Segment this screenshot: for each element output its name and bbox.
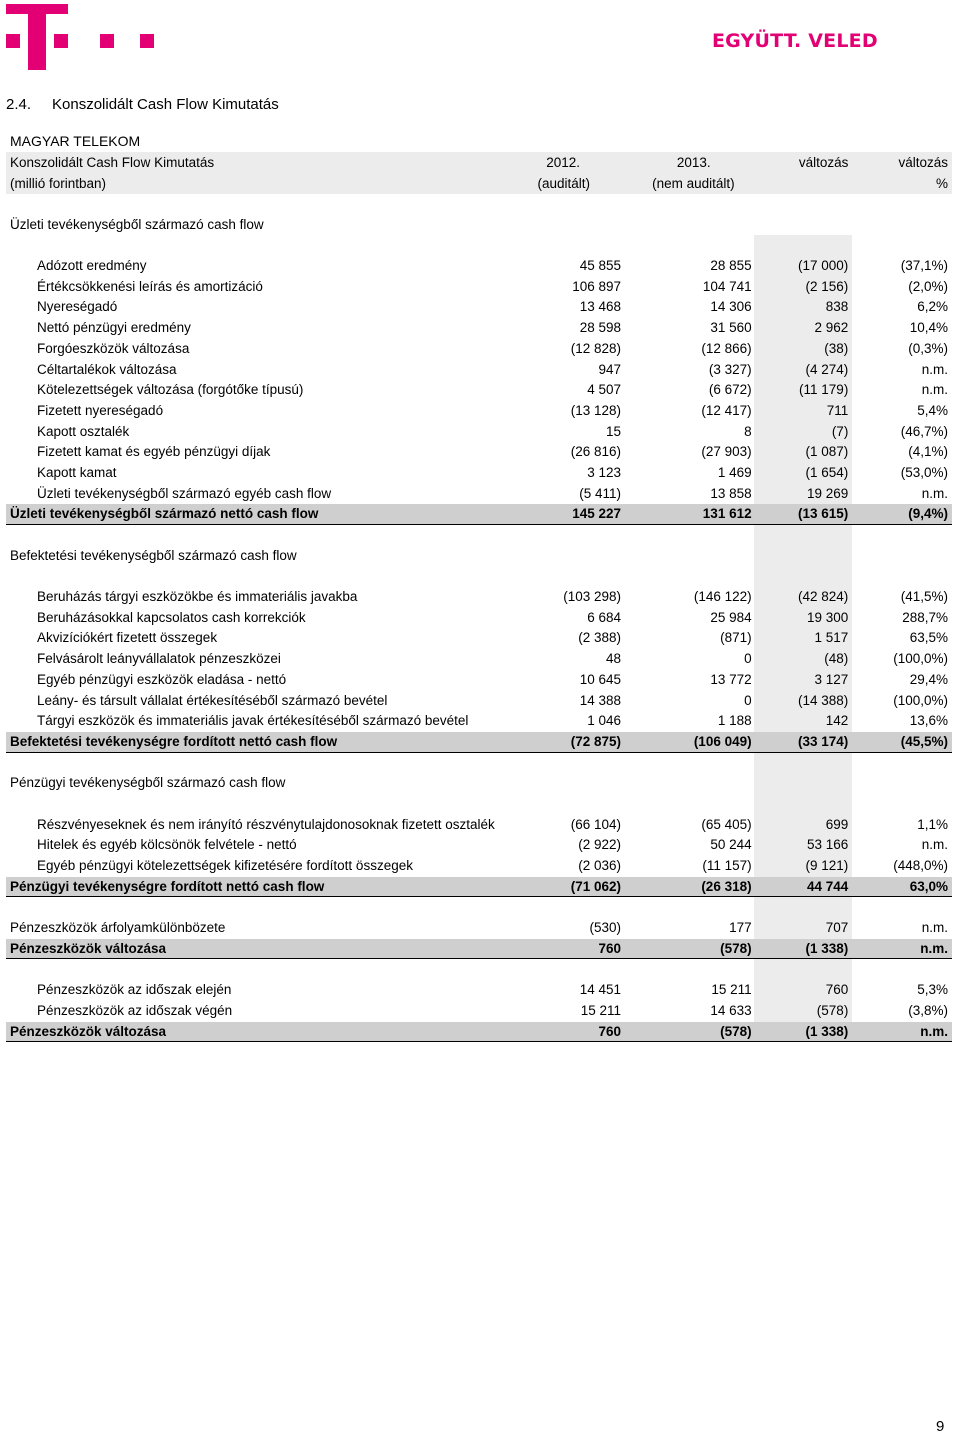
row-change-pct: 10,4% [909, 320, 948, 336]
total-value-2012: 760 [598, 1023, 622, 1039]
row-label: Egyéb pénzügyi kötelezettségek kifizetésére fordított összegek [37, 858, 413, 873]
table-row [6, 1001, 952, 1022]
fx-change: 707 [754, 918, 853, 939]
row-value-2012: (26 816) [570, 444, 622, 460]
row-change-pct: (3,8%) [908, 1002, 948, 1018]
row-label: Beruházásokkal kapcsolatos cash korrekciók [37, 609, 306, 625]
row-change: 19 269 [754, 484, 853, 505]
total-change: (33 174) [754, 732, 853, 752]
row-change: 699 [754, 815, 853, 836]
row-value-2012: 106 897 [572, 278, 622, 294]
total-change-pct: n.m. [920, 1023, 948, 1039]
row-change: 760 [754, 980, 853, 1001]
total-change: (1 338) [754, 1022, 853, 1042]
table-row [6, 711, 952, 732]
row-value-2012: 14 451 [579, 982, 622, 998]
row-label: Beruházás tárgyi eszközökbe és immateriális javakba [37, 589, 358, 605]
row-label: Fizetett kamat és egyéb pénzügyi díjak [37, 444, 271, 460]
balance-rows [6, 980, 952, 1021]
table-row [6, 670, 952, 691]
total-label: Pénzeszközök változása [10, 940, 167, 956]
row-change-pct: 5,4% [917, 402, 948, 418]
row-label: Üzleti tevékenységből származó egyéb cash flow [37, 485, 332, 501]
total-change-pct: (9,4%) [908, 506, 948, 522]
row-change: 3 127 [754, 670, 853, 691]
table-row [6, 297, 952, 318]
row-label: Tárgyi eszközök és immateriális javak értékesítéséből származó bevétel [37, 713, 469, 729]
slogan: EGYÜTT. VELED [712, 30, 878, 52]
header-blank [754, 173, 853, 194]
row-value-2012: 45 855 [579, 258, 622, 274]
row-label: Akvizíciókért fizetett összegek [37, 630, 218, 646]
total-value-2013: 131 612 [702, 506, 752, 522]
total-value-2012: (72 875) [570, 733, 622, 749]
header-row-1 [6, 152, 952, 173]
cash-change-row [6, 939, 952, 960]
balance-total-row [6, 1022, 952, 1043]
row-value-2013: (12 417) [701, 402, 752, 418]
financing-heading [6, 773, 952, 794]
row-value-2013: (3 327) [708, 361, 752, 377]
row-change: (4 274) [754, 360, 853, 381]
row-value-2013: (27 903) [701, 444, 752, 460]
row-value-2012: (2 388) [578, 630, 622, 646]
total-change: (13 615) [754, 504, 853, 524]
table-header [6, 152, 952, 194]
row-value-2012: 14 388 [579, 692, 622, 708]
row-change: 711 [754, 401, 853, 422]
row-value-2012: 28 598 [579, 320, 622, 336]
row-change-pct: n.m. [921, 382, 948, 398]
table-row [6, 691, 952, 712]
total-change-pct: n.m. [920, 940, 948, 956]
row-value-2012: (13 128) [570, 402, 622, 418]
table-row [6, 980, 952, 1001]
cash-flow-report [6, 130, 952, 1042]
total-change-pct: (45,5%) [900, 733, 948, 749]
fx-value-2012: (530) [589, 920, 622, 936]
row-value-2012: (103 298) [563, 589, 622, 605]
row-change: (2 156) [754, 277, 853, 298]
row-change-pct: (4,1%) [908, 444, 948, 460]
section-heading: Üzleti tevékenységből származó cash flow [10, 216, 264, 232]
row-value-2013: 14 306 [710, 299, 752, 315]
row-value-2013: 8 [744, 423, 752, 439]
row-change-pct: (100,0%) [893, 651, 948, 667]
row-value-2013: (12 866) [701, 340, 752, 356]
table-row [6, 339, 952, 360]
row-label: Kapott osztalék [37, 423, 130, 439]
row-label: Részvényeseknek és nem irányító részvénytulajdonosoknak fizetett osztalék [37, 816, 495, 832]
total-value-2013: (578) [720, 940, 752, 956]
row-value-2013: 25 984 [710, 609, 752, 625]
row-label: Egyéb pénzügyi eszközök eladása - nettó [37, 671, 287, 687]
table-row [6, 835, 952, 856]
row-change: (14 388) [754, 691, 853, 712]
row-change-pct: n.m. [921, 485, 948, 501]
row-change: 1 517 [754, 628, 853, 649]
row-value-2012: 1 046 [587, 713, 622, 729]
header-col-2012: 2012. [546, 155, 580, 170]
total-value-2012: 760 [598, 940, 622, 956]
row-value-2013: 14 633 [710, 1002, 752, 1018]
header-unaudited: (nem auditált) [652, 176, 735, 191]
fx-row [6, 918, 952, 939]
row-value-2012: (2 036) [578, 858, 622, 873]
row-label: Forgóeszközök változása [37, 340, 190, 356]
table-row [6, 401, 952, 422]
table-row [6, 360, 952, 381]
total-value-2013: (26 318) [701, 878, 752, 894]
row-change: (38) [754, 339, 853, 360]
row-value-2012: 6 684 [587, 609, 622, 625]
total-change-pct: 63,0% [909, 878, 948, 894]
table-row [6, 277, 952, 298]
row-change-pct: 13,6% [909, 713, 948, 729]
row-label: Céltartalékok változása [37, 361, 177, 377]
row-change: 142 [754, 711, 853, 732]
table-row [6, 484, 952, 505]
row-value-2013: 28 855 [710, 258, 752, 274]
row-change-pct: (41,5%) [900, 589, 948, 605]
total-label: Befektetési tevékenységre fordított nettó cash flow [10, 733, 338, 749]
financing-rows [6, 815, 952, 877]
table-row [6, 422, 952, 443]
table-row [6, 628, 952, 649]
row-value-2013: 13 858 [710, 485, 752, 501]
row-value-2013: 1 469 [717, 464, 752, 480]
table-row [6, 318, 952, 339]
total-change: 44 744 [754, 877, 853, 897]
fx-value-2013: 177 [729, 920, 752, 936]
company-name: MAGYAR TELEKOM [10, 133, 141, 149]
row-change-pct: (448,0%) [893, 858, 948, 873]
row-value-2013: (871) [720, 630, 752, 646]
row-change-pct: 288,7% [902, 609, 948, 625]
row-label: Felvásárolt leányvállalatok pénzeszközei [37, 651, 281, 667]
row-change: 838 [754, 297, 853, 318]
header-label: Konszolidált Cash Flow Kimutatás [10, 155, 215, 170]
section-number: 2.4. [6, 96, 32, 113]
row-change-pct: 6,2% [917, 299, 948, 315]
row-change-pct: n.m. [921, 361, 948, 377]
header-audited: (auditált) [537, 176, 591, 191]
investing-heading [6, 546, 952, 567]
table-row [6, 256, 952, 277]
row-label: Kapott kamat [37, 464, 117, 480]
section-title-text: Konszolidált Cash Flow Kimutatás [52, 96, 279, 113]
row-value-2012: (5 411) [579, 485, 622, 501]
row-value-2013: 0 [744, 692, 752, 708]
header-row-2 [6, 173, 952, 194]
row-label: Nettó pénzügyi eredmény [37, 320, 191, 336]
row-change: (17 000) [754, 256, 853, 277]
table-row [6, 380, 952, 401]
fx-change-pct: n.m. [921, 920, 948, 936]
row-value-2013: 31 560 [710, 320, 752, 336]
financing-total-row [6, 877, 952, 898]
row-value-2012: 10 645 [579, 671, 622, 687]
row-change: (48) [754, 649, 853, 670]
total-value-2012: 145 227 [572, 506, 622, 522]
row-value-2013: (6 672) [708, 382, 752, 398]
row-change: 2 962 [754, 318, 853, 339]
row-change-pct: (100,0%) [893, 692, 948, 708]
row-label: Leány- és társult vállalat értékesítéséből származó bevétel [37, 692, 388, 708]
row-value-2012: (66 104) [570, 816, 622, 832]
table-row [6, 442, 952, 463]
section-title [6, 96, 279, 113]
row-value-2013: 104 741 [702, 278, 752, 294]
row-label: Pénzeszközök az időszak végén [37, 1002, 233, 1018]
row-value-2013: (65 405) [701, 816, 752, 832]
header-unit: (millió forintban) [10, 176, 107, 191]
page-number: 9 [936, 1418, 945, 1435]
header-col-change-pct: változás [898, 155, 949, 170]
investing-total-row [6, 732, 952, 753]
row-change: (9 121) [754, 856, 853, 877]
row-value-2012: (12 828) [570, 340, 622, 356]
row-change-pct: (37,1%) [900, 258, 948, 274]
row-change: (1 654) [754, 463, 853, 484]
row-label: Fizetett nyereségadó [37, 402, 164, 418]
row-value-2013: (11 157) [702, 858, 752, 873]
row-change: (42 824) [754, 587, 853, 608]
table-row [6, 463, 952, 484]
row-value-2013: 1 188 [717, 713, 752, 729]
header-col-change: változás [798, 155, 849, 170]
row-change-pct: (2,0%) [908, 278, 948, 294]
row-label: Hitelek és egyéb kölcsönök felvétele - nettó [37, 837, 297, 853]
row-change-pct: n.m. [921, 837, 948, 853]
row-value-2012: 947 [598, 361, 622, 377]
row-change: (1 087) [754, 442, 853, 463]
telekom-t-logo [6, 4, 166, 74]
table-row [6, 649, 952, 670]
row-change: 53 166 [754, 835, 853, 856]
header-percent: % [935, 176, 948, 191]
investing-rows [6, 587, 952, 732]
total-label: Pénzeszközök változása [10, 1023, 167, 1039]
row-value-2012: (2 922) [578, 837, 622, 853]
row-change-pct: (0,3%) [908, 340, 948, 356]
table-row [6, 608, 952, 629]
row-value-2013: (146 122) [693, 589, 752, 605]
table-row [6, 815, 952, 836]
row-label: Pénzeszközök az időszak elején [37, 982, 232, 998]
row-change: (7) [754, 422, 853, 443]
row-change-pct: 1,1% [917, 816, 948, 832]
row-value-2012: 15 211 [580, 1002, 622, 1018]
row-value-2012: 48 [606, 651, 622, 667]
row-value-2013: 13 772 [710, 671, 752, 687]
header-col-2013: 2013. [676, 155, 711, 170]
row-change: 19 300 [754, 608, 853, 629]
row-value-2012: 13 468 [579, 299, 622, 315]
row-change-pct: 29,4% [909, 671, 948, 687]
operating-heading [6, 215, 952, 236]
total-value-2012: (71 062) [570, 878, 622, 894]
operating-rows [6, 256, 952, 504]
row-change-pct: (53,0%) [900, 464, 948, 480]
total-value-2013: (106 049) [693, 733, 752, 749]
total-label: Pénzügyi tevékenységre fordított nettó cash flow [10, 878, 325, 894]
section-heading: Befektetési tevékenységből származó cash flow [10, 547, 297, 563]
row-value-2012: 15 [606, 423, 622, 439]
row-label: Értékcsökkenési leírás és amortizáció [37, 278, 263, 294]
row-value-2012: 3 123 [587, 464, 622, 480]
row-value-2013: 0 [744, 651, 752, 667]
row-label: Adózott eredmény [37, 258, 147, 274]
row-value-2013: 50 244 [710, 837, 752, 853]
total-value-2013: (578) [720, 1023, 752, 1039]
row-change: (11 179) [754, 380, 853, 401]
table-row [6, 856, 952, 877]
row-change: (578) [754, 1001, 853, 1022]
total-change: (1 338) [754, 939, 853, 959]
row-label: Nyereségadó [37, 299, 118, 315]
row-change-pct: (46,7%) [900, 423, 948, 439]
row-value-2012: 4 507 [587, 382, 622, 398]
row-change-pct: 5,3% [917, 982, 948, 998]
total-label: Üzleti tevékenységből származó nettó cash flow [10, 506, 319, 522]
row-value-2013: 15 211 [711, 982, 752, 998]
fx-label: Pénzeszközök árfolyamkülönbözete [10, 920, 226, 936]
row-label: Kötelezettségek változása (forgótőke típusú) [37, 382, 304, 398]
row-change-pct: 63,5% [909, 630, 948, 646]
table-row [6, 587, 952, 608]
section-heading: Pénzügyi tevékenységből származó cash flow [10, 775, 286, 791]
operating-total-row [6, 504, 952, 525]
